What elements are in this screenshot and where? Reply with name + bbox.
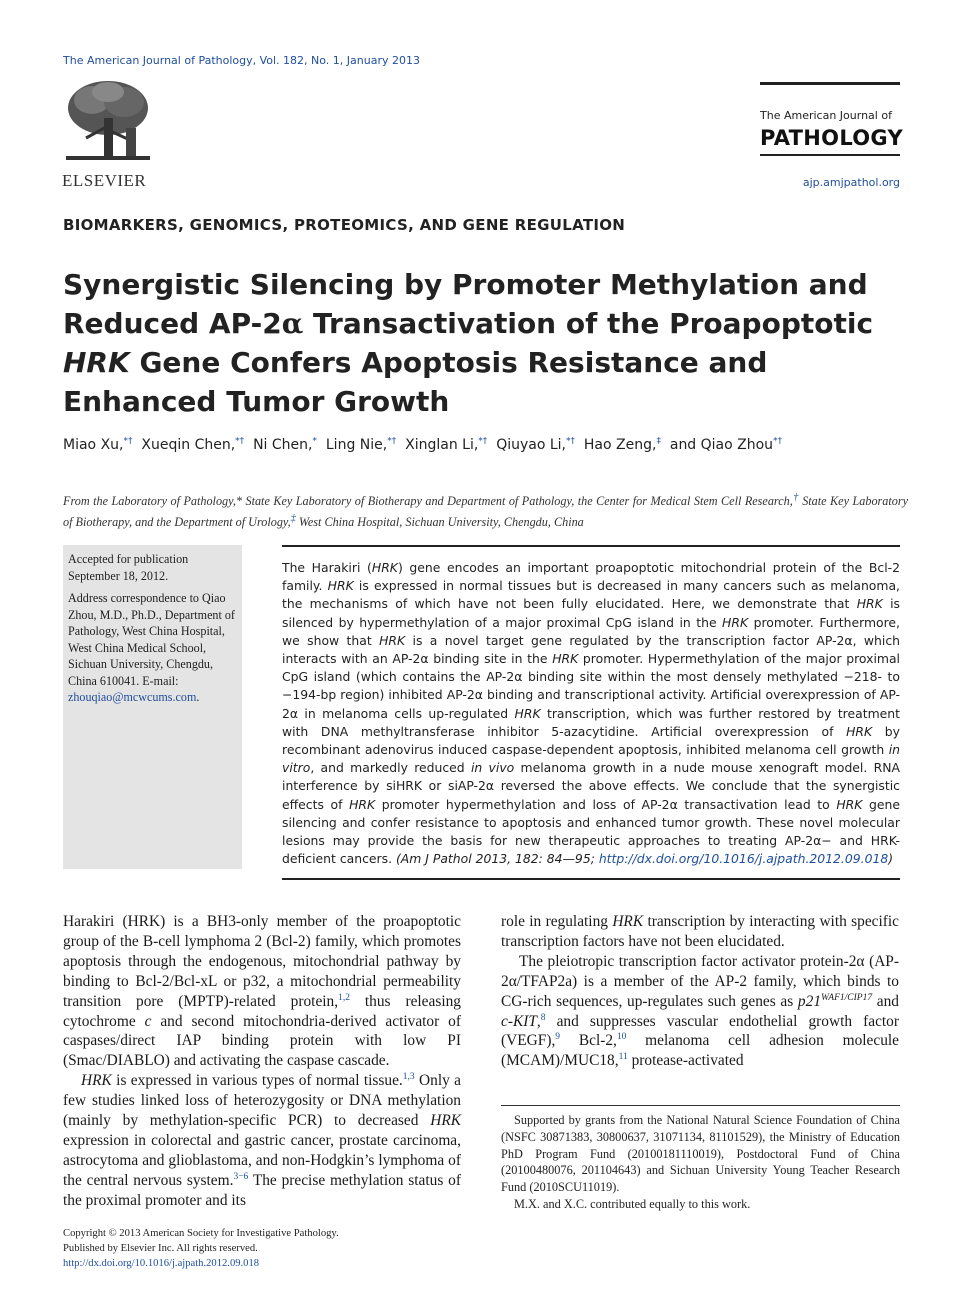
- body-paragraph: role in regulating HRK transcription by interacting with specific transcription factors have not been elucidated.: [501, 913, 899, 950]
- author: Xinglan Li,*†: [405, 436, 488, 453]
- body-paragraph: HRK is expressed in various types of normal tissue.$^{1,3}$ Only a few studies linked loss of heterozygosity or DNA methylation (mainly by methylation-specific PCR) to decreased HRK expression in colorectal and gastric cancer, prostate carcinoma, astrocytoma and glioblastoma, and non-Hodgkin’s lymphoma of the central nervous system.$^{3-6}$ The precise methylation status of the proximal promoter and its: [63, 1072, 461, 1209]
- equal-contribution-note: M.X. and X.C. contributed equally to this work.: [514, 1196, 751, 1211]
- abstract-box: [282, 545, 900, 880]
- reference-link[interactable]: 1,2: [338, 992, 350, 1003]
- funding-text: Supported by grants from the National Natural Science Foundation of China (NSFC 30871383, 30800637, 31071134, 81101529), the Ministry of Education PhD Program Fund (20100181110019), Postdoctoral Fund of China (20100480076, 201104643) and Sichuan University Young Teacher Research Fund (2010SCU11019).: [501, 1113, 900, 1195]
- journal-name-big: PATHOLOGY: [760, 126, 904, 150]
- brand-top-rule: [760, 82, 900, 85]
- body-column-right: [501, 912, 899, 1071]
- article-title: Synergistic Silencing by Promoter Methylation and Reduced AP-2α Transactivation of the Proapoptotic HRK Gene Confers Apoptosis Resistance and Enhanced Tumor Growth: [63, 268, 874, 418]
- copyright-line: Copyright © 2013 American Society for Investigative Pathology.: [63, 1228, 339, 1239]
- correspondence: Address correspondence to Qiao Zhou, M.D., Ph.D., Department of Pathology, West China Hospital, West China Medical School, Sichuan University, Chengdu, China 610041. E-mail: zhouqiao@mcwcums.com.: [68, 591, 235, 704]
- author: Xueqin Chen,*†: [141, 436, 245, 453]
- publisher-line: Published by Elsevier Inc. All rights reserved.: [63, 1243, 258, 1254]
- funding-footnote: [501, 1105, 900, 1213]
- body-paragraph: The pleiotropic transcription factor activator protein-2α (AP-2α/TFAP2a) is a member of the AP-2 family, which binds to CG-rich sequences, up-regulates such genes as $p21^{WAF1/CIP17}$ and c-KIT,$^8$ and suppresses vascular endothelial growth factor (VEGF),$^9$ Bcl-2,10 melanoma cell adhesion molecule (MCAM)/MUC18,11 protease-activated: [501, 952, 900, 1070]
- accepted-date: Accepted for publication September 18, 2012.: [68, 552, 189, 583]
- author: Ni Chen,*: [253, 436, 317, 453]
- citation: (Am J Pathol 2013, 182: 84—95; http://dx.doi.org/10.1016/j.ajpath.2012.09.018): [395, 851, 894, 867]
- reference-link[interactable]: 9: [555, 1032, 561, 1043]
- author-list: [63, 436, 913, 453]
- doi-footer-link[interactable]: http://dx.doi.org/10.1016/j.ajpath.2012.09.018: [63, 1258, 260, 1269]
- article-info-box: [63, 545, 242, 869]
- reference-link[interactable]: 3−6: [233, 1171, 249, 1182]
- elsevier-tree-icon: [62, 78, 154, 164]
- author: Ling Nie,*†: [325, 436, 397, 453]
- author: Miao Xu,*†: [63, 436, 133, 453]
- journal-citation: The American Journal of Pathology, Vol. 182, No. 1, January 2013: [63, 54, 420, 67]
- author: Hao Zeng,‡: [583, 436, 661, 453]
- section-heading: BIOMARKERS, GENOMICS, PROTEOMICS, AND GENE REGULATION: [63, 216, 626, 234]
- journal-brand: [760, 82, 904, 189]
- journal-url-link[interactable]: ajp.amjpathol.org: [802, 176, 900, 189]
- body-column-left: [63, 912, 461, 1211]
- affiliations: From the Laboratory of Pathology,* State Key Laboratory of Biotherapy and Department of Pathology, the Center for Medical Stem Cell Research,† State Key Laboratory of Biotherapy, and the Department of Urology,‡ West China Hospital, Sichuan University, Chengdu, China: [63, 492, 909, 530]
- copyright-block: [63, 1226, 443, 1271]
- reference-link[interactable]: 10: [616, 1032, 627, 1043]
- reference-link[interactable]: 8: [540, 1012, 546, 1023]
- body-paragraph: Harakiri (HRK) is a BH3-only member of the proapoptotic group of the B-cell lymphoma 2 (Bcl-2) family, which promotes apoptosis through the endogenous, mitochondrial pathway by binding to Bcl-2/Bcl-xL or p32, a mitochondrial permeability transition pore (MPTP)-related protein,$^{1,2}$ thus releasing cytochrome c and second mitochondria-derived activator of caspases/direct IAP binding protein with low PI (Smac/DIABLO) and activating the caspase cascade.: [63, 913, 461, 1070]
- reference-link[interactable]: 11: [618, 1052, 628, 1063]
- reference-link[interactable]: 1,3: [402, 1072, 415, 1083]
- author: Qiuyao Li,*†: [496, 436, 575, 453]
- elsevier-logo: [62, 78, 154, 191]
- journal-name-small: The American Journal of: [760, 109, 892, 122]
- author: and Qiao Zhou*†: [669, 436, 783, 453]
- elsevier-wordmark: ELSEVIER: [62, 171, 147, 190]
- email-link[interactable]: zhouqiao@mcwcums.com: [68, 690, 197, 704]
- abstract-text: The Harakiri (HRK) gene encodes an important proapoptotic mitochondrial protein of the Bcl-2 family. HRK is expressed in normal tissues but is decreased in many cancers such as melanoma, the mechanisms of which have not been fully elucidated. Here, we demonstrate that HRK is silenced by hypermethylation of a major proximal CpG island in the HRK promoter. Furthermore, we show that HRK is a novel target gene regulated by the transcription factor AP-2α, which interacts with an AP-2α binding site in the HRK promoter. Hypermethylation of the major proximal CpG island (which contains the AP-2α binding site within the most densely methylated −218- to −194-bp region) inhibited AP-2α binding and transcriptional activity. Artificial overexpression of AP-2α in melanoma cells up-regulated HRK transcription, which was further restored by treatment with DNA methyltransferase inhibitor 5-azacytidine. Artificial overexpression of HRK by recombinant adenovirus induced caspase-dependent apoptosis, inhibited melanoma cell growth in vitro, and markedly reduced in vivo melanoma growth in a nude mouse xenograft model. RNA interference by siHRK or siAP-2α reversed the above effects. We conclude that the synergistic effects of HRK promoter hypermethylation and loss of AP-2α transactivation lead to HRK gene silencing and confer resistance to apoptosis and enhanced tumor growth. These novel molecular lesions may provide the basis for new therapeutic approaches to treating AP-2α− and HRK-deficient cancers. (Am J Pathol 2013, 182: 84—95; http://dx.doi.org/10.1016/j.ajpath.2012.09.018): [282, 560, 901, 867]
- doi-link[interactable]: http://dx.doi.org/10.1016/j.ajpath.2012.09.018: [598, 851, 889, 867]
- brand-bottom-rule: [760, 154, 900, 156]
